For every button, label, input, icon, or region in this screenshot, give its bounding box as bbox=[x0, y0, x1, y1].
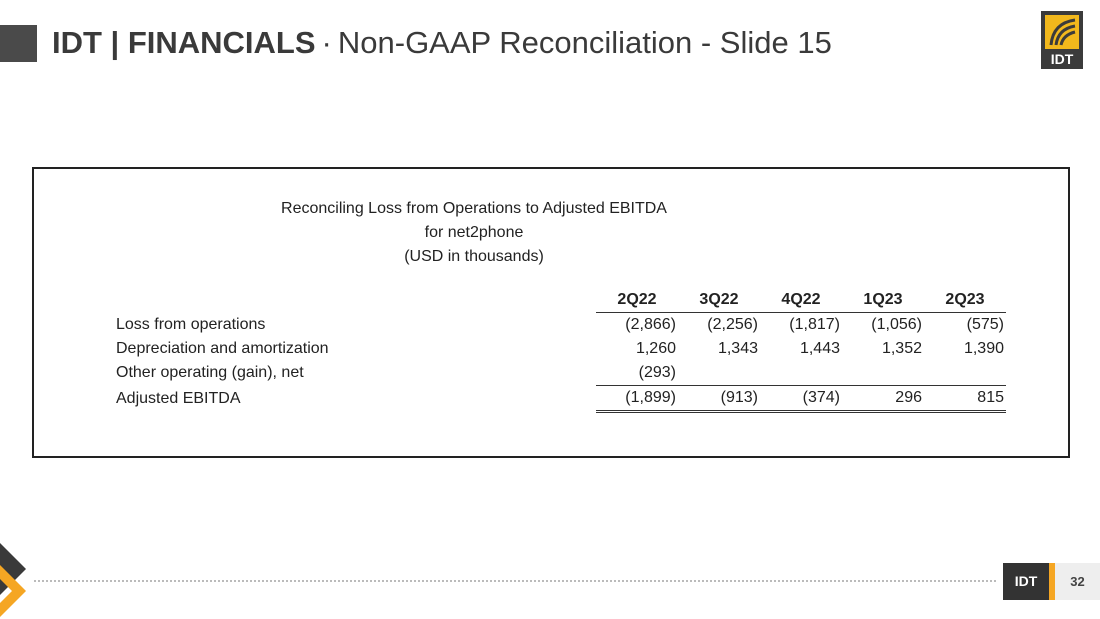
title-accent-bar bbox=[0, 25, 37, 62]
cell-value: (913) bbox=[678, 386, 760, 412]
table-row bbox=[114, 313, 1006, 338]
cell-value bbox=[678, 361, 760, 386]
cell-value: 1,443 bbox=[799, 340, 840, 357]
row-label: Other operating (gain), net bbox=[116, 364, 304, 382]
title-bold: IDT | FINANCIALS bbox=[52, 25, 316, 60]
cell-value: (1,817) bbox=[789, 316, 840, 333]
cell-value: 1,260 bbox=[635, 340, 676, 357]
cell-value: 815 bbox=[924, 386, 1006, 412]
slide-title bbox=[52, 22, 832, 64]
column-header: 4Q22 bbox=[760, 288, 842, 313]
row-label: Loss from operations bbox=[116, 315, 266, 333]
column-header: 2Q22 bbox=[596, 288, 678, 313]
cell-value: (374) bbox=[760, 386, 842, 412]
column-header: 1Q23 bbox=[842, 288, 924, 313]
title-separator: · bbox=[321, 25, 332, 60]
cell-value bbox=[924, 361, 1006, 386]
heading-line-1: Reconciling Loss from Operations to Adjusted EBITDA bbox=[281, 200, 667, 217]
column-header: 3Q22 bbox=[678, 288, 760, 313]
reconciliation-panel bbox=[32, 167, 1070, 458]
logo-emblem-icon bbox=[1045, 15, 1079, 49]
footer-divider bbox=[34, 580, 996, 582]
row-label: Depreciation and amortization bbox=[116, 340, 329, 357]
row-label: Adjusted EBITDA bbox=[116, 389, 241, 407]
reconciliation-table bbox=[114, 288, 1006, 413]
table-heading bbox=[264, 197, 684, 269]
table-row bbox=[114, 361, 1006, 386]
column-header: 2Q23 bbox=[924, 288, 1006, 313]
cell-value: (1,056) bbox=[871, 316, 922, 333]
cell-value: (293) bbox=[638, 364, 676, 381]
page-number: 32 bbox=[1055, 563, 1100, 600]
table-row bbox=[114, 337, 1006, 361]
footer-brand: IDT bbox=[1003, 563, 1049, 600]
cell-value: 296 bbox=[842, 386, 924, 412]
cell-value: (2,256) bbox=[707, 316, 758, 333]
logo-text: IDT bbox=[1050, 51, 1074, 67]
header-row bbox=[114, 288, 1006, 313]
title-rest: Non-GAAP Reconciliation - Slide 15 bbox=[337, 25, 832, 60]
cell-value: (575) bbox=[966, 316, 1004, 333]
cell-value: 1,343 bbox=[717, 340, 758, 357]
cell-value: 1,352 bbox=[881, 340, 922, 357]
cell-value bbox=[842, 361, 924, 386]
cell-value: (1,899) bbox=[596, 386, 678, 412]
heading-line-3: (USD in thousands) bbox=[404, 248, 544, 265]
cell-value bbox=[760, 361, 842, 386]
idt-logo bbox=[1041, 11, 1083, 69]
total-row bbox=[114, 386, 1006, 412]
header-spacer bbox=[114, 288, 596, 313]
heading-line-2: for net2phone bbox=[424, 224, 524, 241]
cell-value: (2,866) bbox=[625, 316, 676, 333]
cell-value: 1,390 bbox=[963, 340, 1004, 357]
